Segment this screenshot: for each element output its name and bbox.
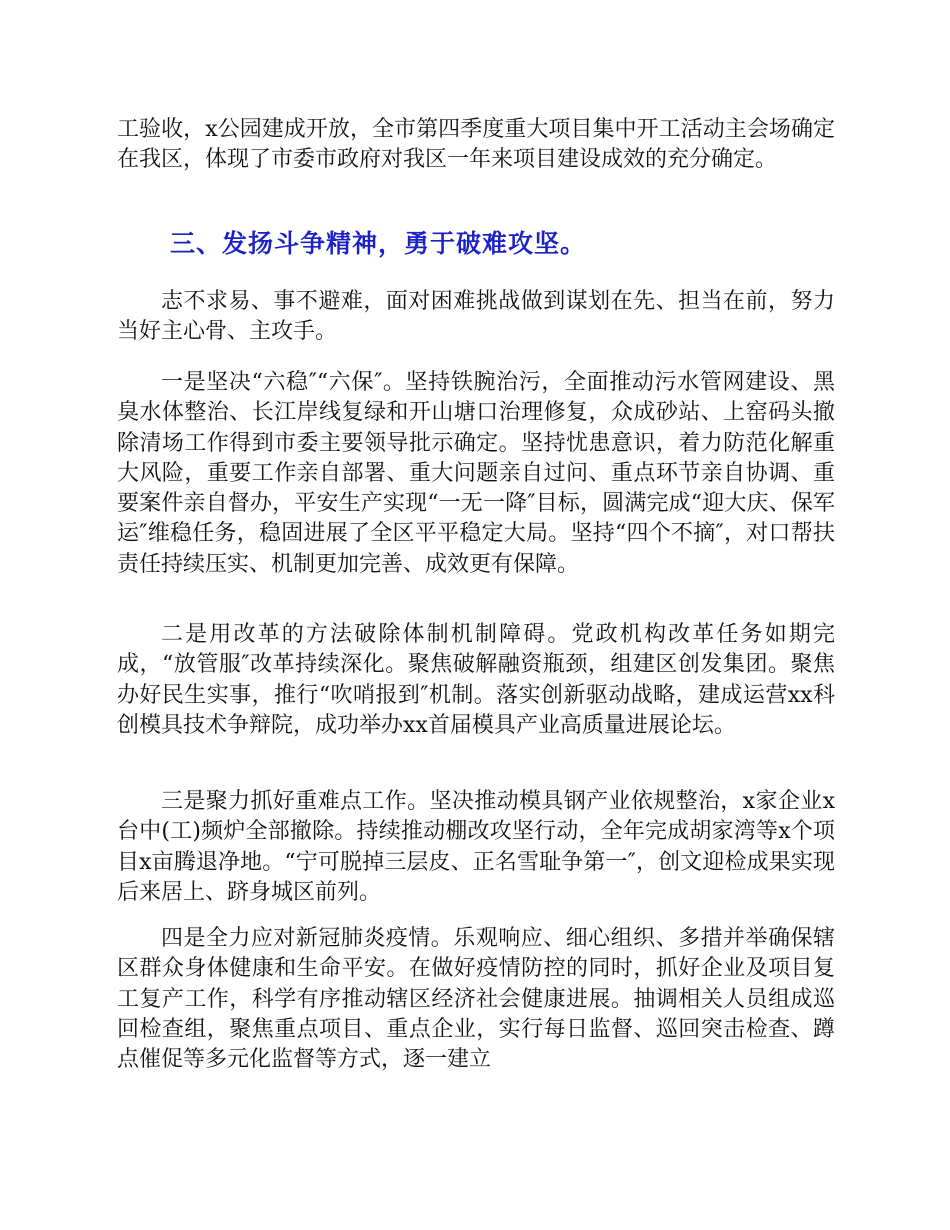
paragraph-item-3: 三是聚力抓好重难点工作。坚决推动模具钢产业依规整治，x家企业x台中(工)频炉全部撤除。持续推动棚改攻坚行动，全年完成胡家湾等x个项目x亩腾退净地。“宁可脱掉三层皮、正名雪耻争第一″，创文迎检成果实现后来居上、跻身城区前列。 <box>117 789 835 905</box>
paragraph-item-2: 二是用改革的方法破除体制机制障碍。党政机构改革任务如期完成，“放管服″改革持续深化。聚焦破解融资瓶颈，组建区创发集团。聚焦办好民生实事，推行“吹哨报到″机制。落实创新驱动战略，建成运营xx科创模具技术争辩院，成功举办xx首届模具产业高质量进展论坛。 <box>117 622 835 738</box>
paragraph-intro: 志不求易、事不避难，面对困难挑战做到谋划在先、担当在前，努力当好主心骨、主攻手。 <box>117 289 835 345</box>
section-heading: 三、发扬斗争精神，勇于破难攻坚。 <box>170 229 587 258</box>
paragraph-item-4: 四是全力应对新冠肺炎疫情。乐观响应、细心组织、多措并举确保辖区群众身体健康和生命平安。在做好疫情防控的同时，抓好企业及项目复工复产工作，科学有序推动辖区经济社会健康进展。抽调相关人员组成巡回检查组，聚焦重点项目、重点企业，实行每日监督、巡回突击检查、蹲点催促等多元化监督等方式，逐一建立 <box>117 926 835 1073</box>
paragraph-continuation: 工验收，x公园建成开放，全市第四季度重大项目集中开工活动主会场确定在我区，体现了市委市政府对我区一年来项目建设成效的充分确定。 <box>117 117 835 173</box>
paragraph-item-1: 一是坚决“六稳″“六保″。坚持铁腕治污，全面推动污水管网建设、黑臭水体整治、长江岸线复绿和开山塘口治理修复，众成砂站、上窑码头撤除清场工作得到市委主要领导批示确定。坚持忧患意识，着力防范化解重大风险，重要工作亲自部署、重大问题亲自过问、重点环节亲自协调、重要案件亲自督办，平安生产实现“一无一降″目标，圆满完成“迎大庆、保军运″维稳任务，稳固进展了全区平平稳定大局。坚持“四个不摘″，对口帮扶责任持续压实、机制更加完善、成效更有保障。 <box>117 370 835 577</box>
